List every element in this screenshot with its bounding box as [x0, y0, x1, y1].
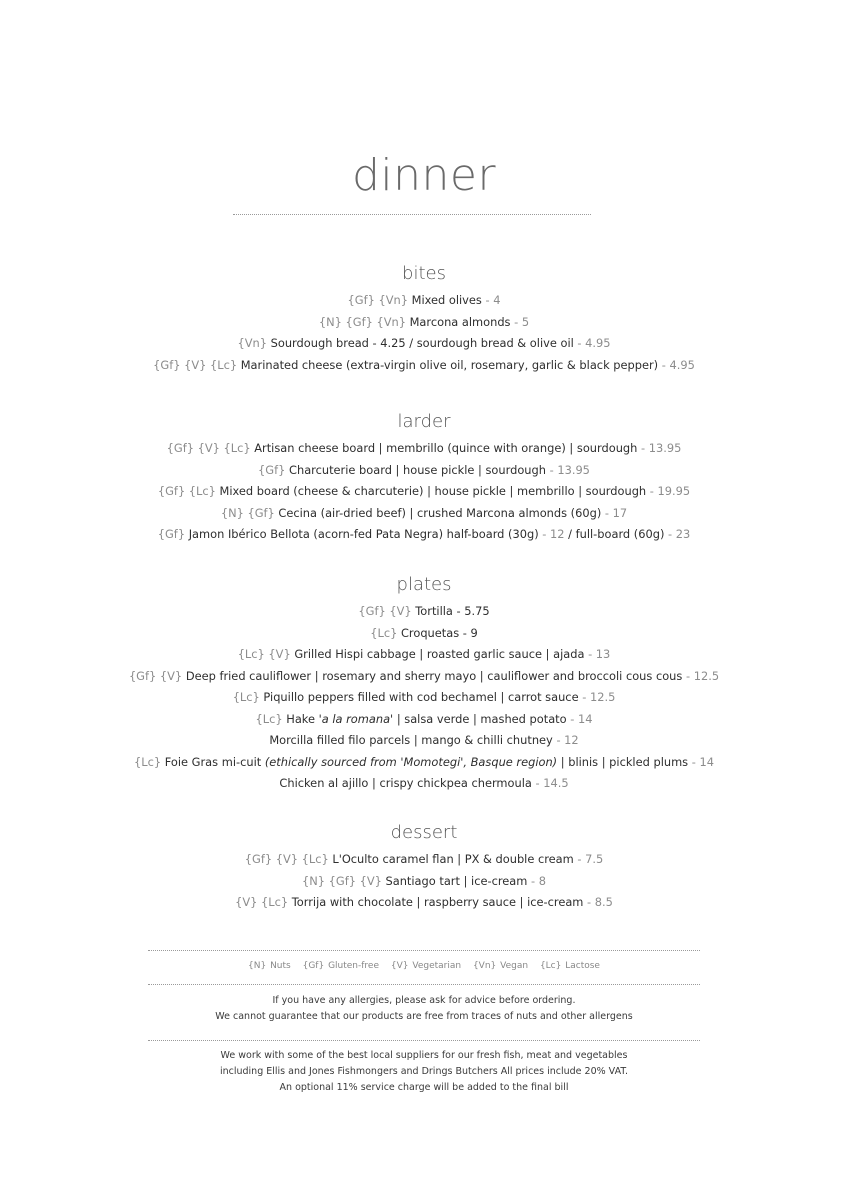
item-name: Grilled Hispi cabbage | roasted garlic sauce | ajada	[294, 647, 585, 661]
menu-item	[0, 524, 848, 546]
menu-item	[0, 892, 848, 914]
item-name: Artisan cheese board | membrillo (quince with orange) | sourdough	[254, 441, 638, 455]
title-divider	[233, 214, 591, 215]
item-price: - 14	[691, 754, 714, 769]
menu-item	[0, 438, 848, 460]
dessert-list	[0, 849, 848, 914]
legend-item: {N} Nuts	[248, 961, 291, 971]
menu-item	[0, 312, 848, 334]
menu-item	[0, 644, 848, 666]
menu-item	[0, 752, 848, 774]
item-price: - 13.95	[641, 441, 682, 455]
allergen-tags: {Lc}	[134, 754, 162, 769]
allergen-tags: {Gf}	[258, 462, 286, 477]
menu-item	[0, 460, 848, 482]
item-name: Tortilla - 5.75	[415, 604, 490, 618]
item-name: Mixed olives	[411, 293, 482, 307]
item-price: - 13.95	[549, 462, 590, 477]
allergen-tags: {Lc} {V}	[237, 647, 291, 661]
menu-item	[0, 333, 848, 355]
item-price: - 14.5	[535, 776, 569, 790]
menu-item	[0, 730, 848, 752]
menu-item	[0, 481, 848, 503]
item-price: - 14	[570, 711, 593, 726]
supplier-note	[0, 1048, 848, 1096]
item-name: Piquillo peppers filled with cod bechamel | carrot sauce	[263, 690, 579, 704]
allergen-tags: {Lc}	[370, 625, 398, 640]
item-name: Foie Gras mi-cuit	[164, 754, 262, 769]
allergy-note-line: We cannot guarantee that our products are free from traces of nuts and other allergens	[215, 1011, 633, 1022]
item-name: Croquetas - 9	[400, 625, 478, 640]
supplier-note-line: We work with some of the best local suppliers for our fresh fish, meat and vegetables	[220, 1050, 628, 1061]
footer-divider	[148, 1040, 700, 1041]
item-name: L'Oculto caramel flan | PX & double cream	[332, 852, 574, 866]
item-name: Mixed board (cheese & charcuterie) | house pickle | membrillo | sourdough	[219, 484, 647, 498]
section-heading-bites: bites	[402, 263, 446, 284]
allergen-tags: {Gf}	[157, 527, 186, 541]
larder-list	[0, 438, 848, 546]
item-name: Marinated cheese (extra-virgin olive oil, rosemary, garlic & black pepper)	[240, 357, 659, 372]
item-price: - 12	[542, 527, 565, 541]
item-price: - 17	[604, 505, 628, 520]
section-dessert	[0, 821, 848, 914]
item-price: - 7.5	[577, 852, 604, 866]
allergen-tags: {N} {Gf}	[220, 505, 275, 520]
allergen-tags: {Gf} {V} {Lc}	[166, 441, 251, 455]
allergen-tags: {Gf} {V}	[128, 668, 183, 683]
allergen-tags: {N} {Gf} {Vn}	[318, 314, 406, 329]
item-price: - 5	[514, 314, 530, 329]
allergen-tags: {Vn}	[237, 336, 268, 350]
item-price: - 12.5	[582, 690, 616, 704]
item-name: Sourdough bread - 4.25 / sourdough bread & olive oil	[270, 336, 574, 350]
legend-item: {Gf} Gluten-free	[302, 961, 380, 971]
item-price: - 8	[531, 873, 546, 888]
item-extra: / full-board (60g)	[568, 527, 665, 541]
item-extra-price: - 23	[668, 527, 691, 541]
page-title: dinner	[351, 150, 497, 201]
allergen-tags: {N} {Gf} {V}	[302, 873, 382, 888]
section-heading-larder: larder	[397, 411, 451, 432]
item-name-after: | blinis | pickled plums	[560, 754, 689, 769]
allergy-note-line: If you have any allergies, please ask for advice before ordering.	[272, 995, 576, 1006]
allergen-tags: {Lc}	[232, 690, 260, 704]
supplier-note-line: including Ellis and Jones Fishmongers and Drings Butchers All prices include 20% VAT.	[219, 1066, 629, 1077]
menu-item	[0, 849, 848, 871]
item-note: (ethically sourced from 'Momotegi', Basque region)	[264, 754, 558, 769]
item-price: - 19.95	[649, 484, 691, 498]
item-price: - 12	[556, 733, 579, 747]
section-heading-dessert: dessert	[390, 822, 458, 843]
legend-item: {Vn} Vegan	[472, 961, 529, 971]
allergen-tags: {Gf} {Lc}	[157, 484, 216, 498]
section-plates	[0, 573, 848, 795]
menu-item	[0, 773, 848, 795]
menu-item	[0, 687, 848, 709]
allergy-note	[0, 993, 848, 1025]
item-name: Charcuterie board | house pickle | sourdough	[289, 462, 546, 477]
item-price: - 13	[588, 647, 611, 661]
legend-item: {Lc} Lactose	[539, 961, 600, 971]
allergen-tags: {Lc}	[255, 711, 283, 726]
menu-item	[0, 290, 848, 312]
item-name: Cecina (air-dried beef) | crushed Marcona almonds (60g)	[278, 505, 602, 520]
item-price: - 12.5	[685, 668, 720, 683]
item-name: Marcona almonds	[409, 314, 511, 329]
allergen-tags: {V} {Lc}	[235, 895, 289, 909]
item-name-after: | salsa verde | mashed potato	[396, 711, 567, 726]
item-price: - 4	[485, 293, 501, 307]
menu-item	[0, 871, 848, 893]
item-name: Santiago tart | ice-cream	[385, 873, 528, 888]
item-name: Chicken al ajillo | crispy chickpea chermoula	[279, 776, 532, 790]
item-note: 'a la romana'	[318, 711, 394, 726]
plates-list	[0, 601, 848, 795]
item-price: - 4.95	[577, 336, 611, 350]
allergen-legend	[0, 961, 848, 971]
menu-item	[0, 623, 848, 645]
section-larder	[0, 410, 848, 546]
allergen-tags: {Gf} {V} {Lc}	[244, 852, 329, 866]
item-name: Torrija with chocolate | raspberry sauce | ice-cream	[291, 895, 584, 909]
allergen-tags: {Gf} {Vn}	[347, 293, 408, 307]
section-heading-plates: plates	[396, 574, 452, 595]
item-name: Deep fried cauliflower | rosemary and sherry mayo | cauliflower and broccoli cous cous	[185, 668, 683, 683]
footer-divider	[148, 950, 700, 951]
item-name: Morcilla filled filo parcels | mango & chilli chutney	[269, 733, 553, 747]
legend-item: {V} Vegetarian	[390, 961, 462, 971]
section-bites	[0, 262, 848, 376]
menu-item	[0, 355, 848, 377]
allergen-tags: {Gf} {V} {Lc}	[153, 357, 238, 372]
footer-divider	[148, 984, 700, 985]
bites-list	[0, 290, 848, 376]
menu-item	[0, 601, 848, 623]
menu-item	[0, 503, 848, 525]
item-price: - 8.5	[587, 895, 613, 909]
supplier-note-line: An optional 11% service charge will be added to the final bill	[279, 1082, 569, 1093]
menu-item	[0, 666, 848, 688]
item-name: Jamon Ibérico Bellota (acorn-fed Pata Negra) half-board (30g)	[188, 527, 539, 541]
item-price: - 4.95	[661, 357, 695, 372]
menu-item	[0, 709, 848, 731]
item-name: Hake	[286, 711, 315, 726]
allergen-tags: {Gf} {V}	[358, 604, 412, 618]
